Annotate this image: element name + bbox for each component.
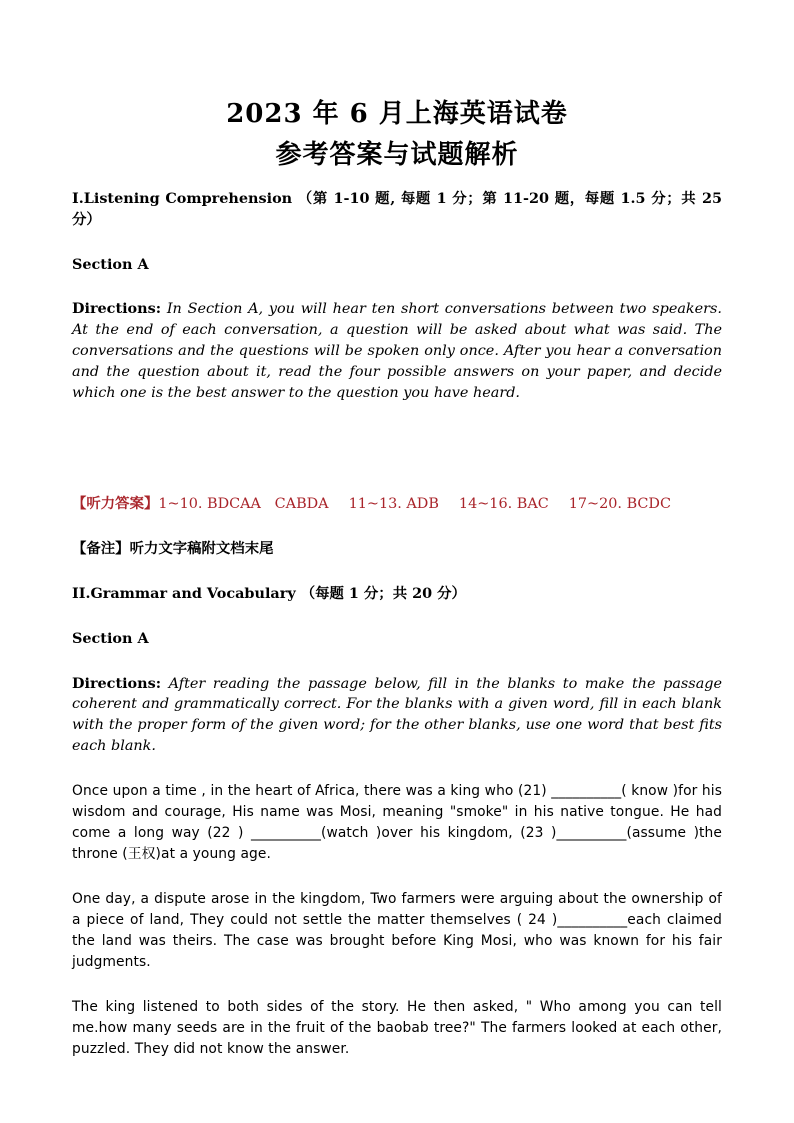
part1-section-label: Section A	[72, 255, 149, 273]
part2-directions-label: Directions:	[72, 674, 162, 692]
note: 【备注】听力文字稿附文档末尾	[72, 540, 274, 558]
part1-directions-text: In Section A, you will hear ten short conversations between two speakers. At the end of each conversation, a question will be asked about what was said. The conversations and the questions will be spoken only once. After you hear a conversation and the question about it, read the four possible answers on your paper, and decide which one is the best answer to the question you have heard.	[72, 301, 722, 401]
answer-group-2: 11~13. ADB	[348, 496, 439, 513]
part1-scoring: （第 1-10 题, 每题 1 分；第 11-20 题，每题 1.5 分；共 25 分）	[72, 190, 722, 228]
part1-heading	[72, 189, 722, 231]
part2-directions-text: After reading the passage below, fill in the blanks to make the passage coherent and grammatically correct. For the blanks with a given word, fill in each blank with the proper form of the given word; for the other blanks, use one word that best fits each blank.	[72, 675, 722, 754]
document-page	[72, 98, 722, 1060]
page-subtitle: 参考答案与试题解析	[275, 140, 519, 170]
listening-answers	[72, 494, 722, 515]
answer-group-4: 17~20. BCDC	[568, 496, 671, 513]
part1-directions-label: Directions:	[72, 300, 162, 318]
part2-section-label: Section A	[72, 629, 149, 647]
passage-paragraph-2: One day, a dispute arose in the kingdom, Two farmers were arguing about the ownership of a piece of land, They could not settle the matter themselves ( 24 )__________each claimed the land was theirs. The case was brought before King Mosi, who was known for his fair judgments.	[72, 890, 722, 970]
passage-paragraph-3: The king listened to both sides of the story. He then asked, " Who among you can tell me.how many seeds are in the fruit of the baobab tree?" The farmers looked at each other, puzzled. They did not know the answer.	[72, 998, 722, 1057]
passage-paragraph-1: Once upon a time , in the heart of Africa, there was a king who (21) __________( know )for his wisdom and courage, His name was Mosi, meaning "smoke" in his native tongue. He had come a long way (22 ) __________(watch )over his kingdom, (23 )__________(assume )the throne (王权)at a young age.	[72, 782, 722, 862]
page-title: 2023 年 6 月上海英语试卷	[226, 99, 568, 129]
answer-label: 【听力答案】	[72, 495, 159, 513]
part2-heading	[72, 584, 722, 605]
part1-directions	[72, 299, 722, 403]
part2-directions	[72, 674, 722, 757]
part2-heading-text: II.Grammar and Vocabulary	[72, 584, 296, 602]
answer-group-3: 14~16. BAC	[458, 496, 549, 513]
answer-group-1: 1~10. BDCAA CABDA	[158, 496, 329, 513]
part2-scoring: （每题 1 分；共 20 分）	[300, 584, 466, 602]
part1-heading-text: I.Listening Comprehension	[72, 190, 293, 207]
